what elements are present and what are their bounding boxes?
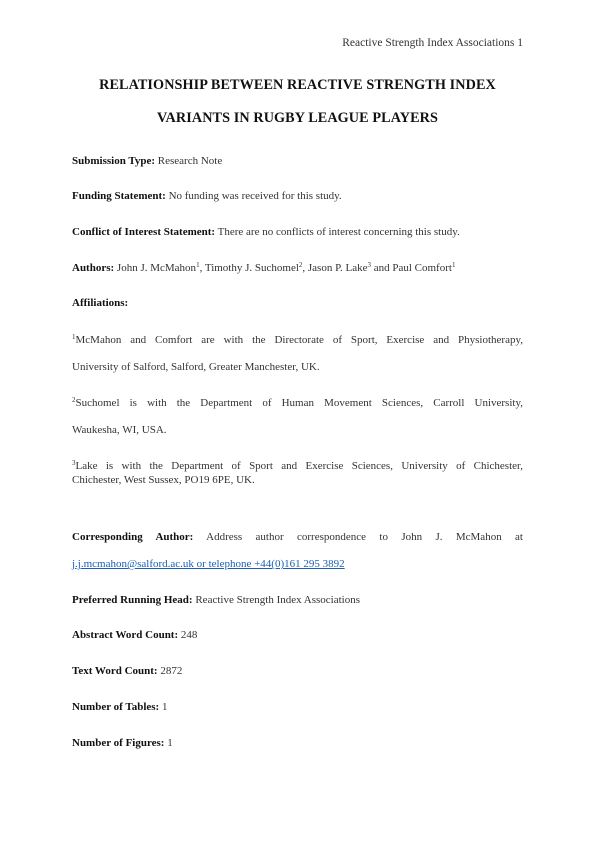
number-of-figures-label: Number of Figures: [72,737,165,749]
author-4: and Paul Comfort [370,262,452,274]
funding-statement-value: No funding was received for this study. [168,190,342,202]
number-of-figures [72,736,523,750]
number-of-figures-value: 1 [167,737,173,749]
funding-statement-label: Funding Statement: [72,190,166,202]
affiliation-1-line-2: University of Salford, Salford, Greater Manchester, UK. [72,361,320,373]
affiliations-label: Affiliations: [72,297,129,309]
author-3: , Jason P. Lake [302,262,368,274]
number-of-tables-label: Number of Tables: [72,701,160,713]
preferred-running-head [72,593,523,607]
submission-type-value: Research Note [157,155,223,167]
corresponding-author-label: Corresponding Author: [72,531,194,543]
author-2: , Timothy J. Suchomel [199,262,299,274]
title-line-1: RELATIONSHIP BETWEEN REACTIVE STRENGTH INDEX [99,77,496,93]
preferred-running-head-label: Preferred Running Head: [72,594,193,606]
affiliation-2-text-1: Suchomel is with the Department of Human Movement Sciences, Carroll University, [75,397,523,409]
number-of-tables-value: 1 [161,701,168,713]
affiliation-2-line-1 [72,396,523,410]
abstract-word-count-value: 248 [180,629,198,641]
submission-type-label: Submission Type: [72,155,156,167]
affiliation-3-line-1 [72,459,523,473]
affiliation-3-line-2: Chichester, West Sussex, PO19 6PE, UK. [72,474,255,486]
corresponding-contact [72,557,523,571]
author-1-affiliation-mark: 1 [196,261,200,269]
corresponding-author-text: Address author correspondence to John J. McMahon at [206,531,523,543]
corresponding-email-link[interactable]: j.j.mcmahon@salford.ac.uk or telephone +44(0)161 295 3892 [72,558,345,570]
abstract-word-count-label: Abstract Word Count: [72,629,179,641]
affiliation-1-text-1: McMahon and Comfort are with the Directorate of Sport, Exercise and Physiotherapy, [75,334,523,346]
text-word-count [72,664,523,678]
author-2-affiliation-mark: 2 [298,261,303,269]
affiliations-heading [72,296,523,310]
affiliation-3-text-1: Lake is with the Department of Sport and Exercise Sciences, University of Chichester, [75,460,523,472]
submission-type [72,154,523,168]
author-3-affiliation-mark: 3 [367,261,371,269]
affiliation-3-mark: 3 [72,459,76,467]
affiliation-2-mark: 2 [72,396,76,404]
author-1: John J. McMahon [116,262,197,274]
conflict-statement-label: Conflict of Interest Statement: [72,226,216,238]
preferred-running-head-value: Reactive Strength Index Associations [195,594,361,606]
affiliation-1-mark: 1 [72,333,76,341]
corresponding-author [72,530,523,544]
running-head: Reactive Strength Index Associations 1 [342,37,523,49]
title-line-2: VARIANTS IN RUGBY LEAGUE PLAYERS [157,110,438,126]
conflict-statement [72,225,523,239]
text-word-count-value: 2872 [160,665,183,677]
abstract-word-count [72,628,523,642]
author-4-affiliation-mark: 1 [451,261,456,269]
authors [72,261,523,275]
conflict-statement-value: There are no conflicts of interest concerning this study. [217,226,460,238]
affiliation-2-line-2: Waukesha, WI, USA. [72,424,167,436]
affiliation-1-line-1 [72,333,523,347]
number-of-tables [72,700,523,714]
authors-label: Authors: [72,262,115,274]
funding-statement [72,189,523,203]
text-word-count-label: Text Word Count: [72,665,158,677]
